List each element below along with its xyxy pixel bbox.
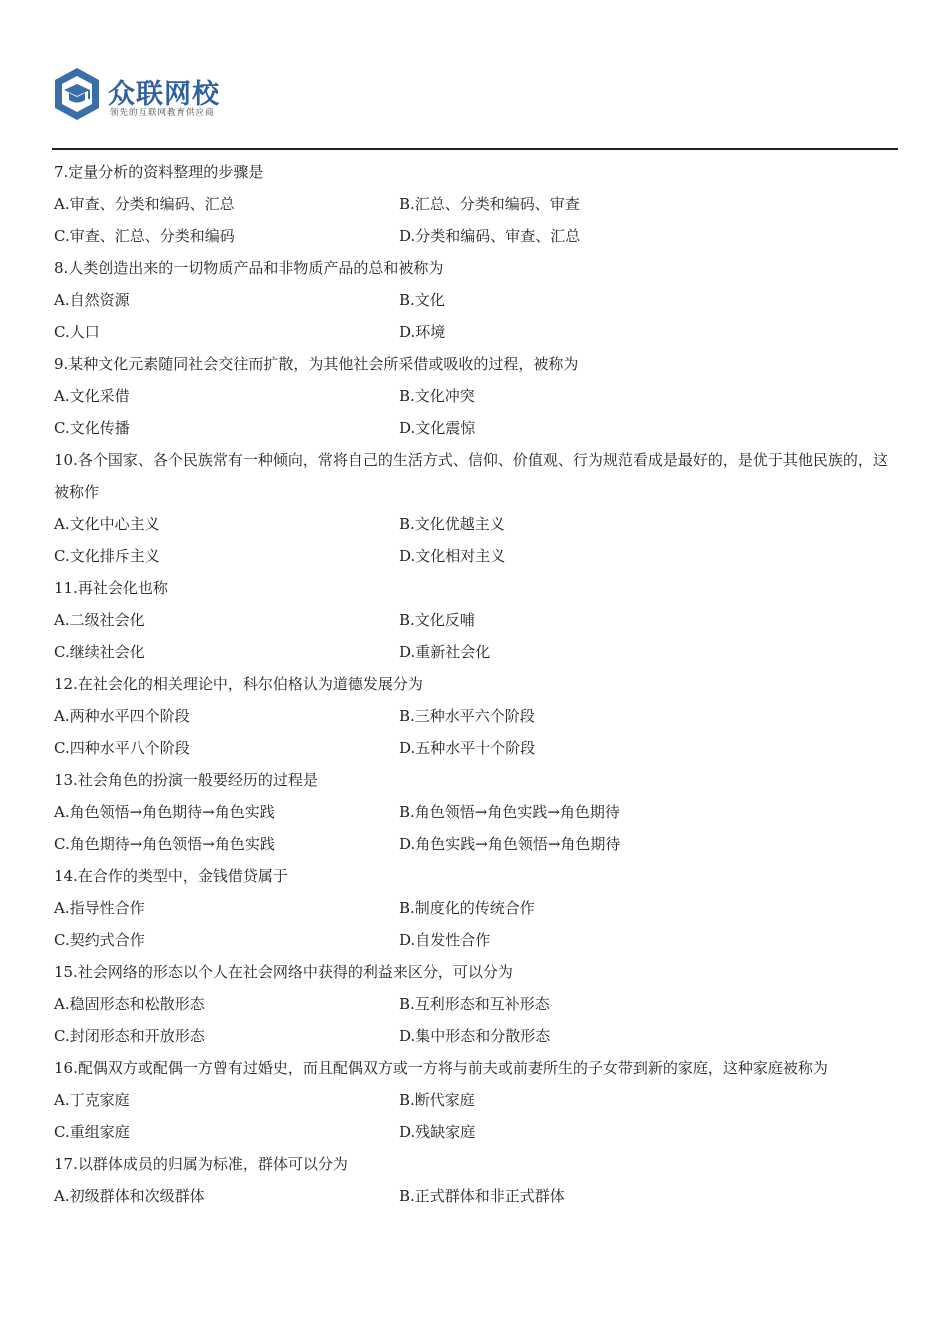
option-a: A.丁克家庭	[54, 1091, 130, 1109]
question-stem: 11.再社会化也称	[54, 579, 168, 597]
option-c: C.人口	[54, 323, 100, 341]
option-d: D.重新社会化	[399, 643, 491, 661]
option-b: B.断代家庭	[399, 1091, 475, 1109]
brand-slogan: 领先的互联网教育供应商	[110, 108, 215, 118]
question-stem: 9.某种文化元素随同社会交往而扩散，为其他社会所采借或吸收的过程，被称为	[54, 355, 579, 373]
option-c: C.角色期待→角色领悟→角色实践	[54, 835, 275, 853]
option-grid	[54, 796, 900, 860]
option-grid	[54, 700, 900, 764]
question-13	[54, 764, 900, 860]
question-stem: 14.在合作的类型中，金钱借贷属于	[54, 867, 288, 885]
option-grid	[54, 188, 900, 252]
option-c: C.继续社会化	[54, 643, 145, 661]
question-stem: 17.以群体成员的归属为标准，群体可以分为	[54, 1155, 348, 1173]
option-c: C.文化传播	[54, 419, 130, 437]
question-16	[54, 1052, 900, 1148]
option-d: D.自发性合作	[399, 931, 491, 949]
question-12	[54, 668, 900, 764]
option-a: A.自然资源	[54, 291, 130, 309]
option-d: D.文化相对主义	[399, 547, 506, 565]
question-stem: 10.各个国家、各个民族常有一种倾向，常将自己的生活方式、信仰、价值观、行为规范看成是最好的，是优于其他民族的，这被称作	[54, 451, 888, 501]
option-grid	[54, 380, 900, 444]
option-b: B.汇总、分类和编码、审查	[399, 195, 580, 213]
option-grid	[54, 1084, 900, 1148]
option-a: A.文化采借	[54, 387, 130, 405]
option-grid	[54, 508, 900, 572]
option-b: B.文化	[399, 291, 445, 309]
question-stem: 7.定量分析的资料整理的步骤是	[54, 163, 264, 181]
option-d: D.分类和编码、审查、汇总	[399, 227, 581, 245]
question-stem: 8.人类创造出来的一切物质产品和非物质产品的总和被称为	[54, 259, 444, 277]
question-list	[54, 156, 900, 1212]
brand-logo	[52, 66, 232, 124]
option-a: A.审查、分类和编码、汇总	[54, 195, 235, 213]
question-7	[54, 156, 900, 252]
option-a: A.指导性合作	[54, 899, 145, 917]
option-c: C.封闭形态和开放形态	[54, 1027, 205, 1045]
question-14	[54, 860, 900, 956]
option-b: B.文化冲突	[399, 387, 475, 405]
option-grid	[54, 988, 900, 1052]
question-11	[54, 572, 900, 668]
option-d: D.残缺家庭	[399, 1123, 476, 1141]
header-divider	[52, 148, 898, 150]
option-c: C.重组家庭	[54, 1123, 130, 1141]
question-stem: 13.社会角色的扮演一般要经历的过程是	[54, 771, 318, 789]
option-grid	[54, 1180, 900, 1212]
option-c: C.文化排斥主义	[54, 547, 160, 565]
option-d: D.角色实践→角色领悟→角色期待	[399, 835, 621, 853]
option-a: A.初级群体和次级群体	[54, 1187, 205, 1205]
option-d: D.文化震惊	[399, 419, 476, 437]
option-a: A.角色领悟→角色期待→角色实践	[54, 803, 275, 821]
option-d: D.环境	[399, 323, 446, 341]
question-17	[54, 1148, 900, 1212]
question-15	[54, 956, 900, 1052]
option-b: B.文化反哺	[399, 611, 475, 629]
option-a: A.文化中心主义	[54, 515, 160, 533]
option-b: B.制度化的传统合作	[399, 899, 535, 917]
option-grid	[54, 604, 900, 668]
brand-name: 众联网校	[108, 79, 220, 110]
option-a: A.二级社会化	[54, 611, 145, 629]
option-d: D.五种水平十个阶段	[399, 739, 536, 757]
graduation-cap-logo-icon	[52, 66, 102, 122]
option-a: A.两种水平四个阶段	[54, 707, 190, 725]
option-b: B.三种水平六个阶段	[399, 707, 535, 725]
option-grid	[54, 284, 900, 348]
option-c: C.四种水平八个阶段	[54, 739, 190, 757]
option-d: D.集中形态和分散形态	[399, 1027, 551, 1045]
option-b: B.正式群体和非正式群体	[399, 1187, 565, 1205]
option-c: C.审查、汇总、分类和编码	[54, 227, 235, 245]
question-8	[54, 252, 900, 348]
option-b: B.互利形态和互补形态	[399, 995, 550, 1013]
question-9	[54, 348, 900, 444]
page-header	[0, 0, 950, 150]
question-stem: 15.社会网络的形态以个人在社会网络中获得的利益来区分，可以分为	[54, 963, 513, 981]
option-c: C.契约式合作	[54, 931, 145, 949]
option-b: B.角色领悟→角色实践→角色期待	[399, 803, 620, 821]
question-stem: 16.配偶双方或配偶一方曾有过婚史，而且配偶双方或一方将与前夫或前妻所生的子女带到新的家庭，这种家庭被称为	[54, 1059, 828, 1077]
option-a: A.稳固形态和松散形态	[54, 995, 205, 1013]
option-b: B.文化优越主义	[399, 515, 505, 533]
question-10	[54, 444, 900, 572]
question-stem: 12.在社会化的相关理论中，科尔伯格认为道德发展分为	[54, 675, 423, 693]
option-grid	[54, 892, 900, 956]
